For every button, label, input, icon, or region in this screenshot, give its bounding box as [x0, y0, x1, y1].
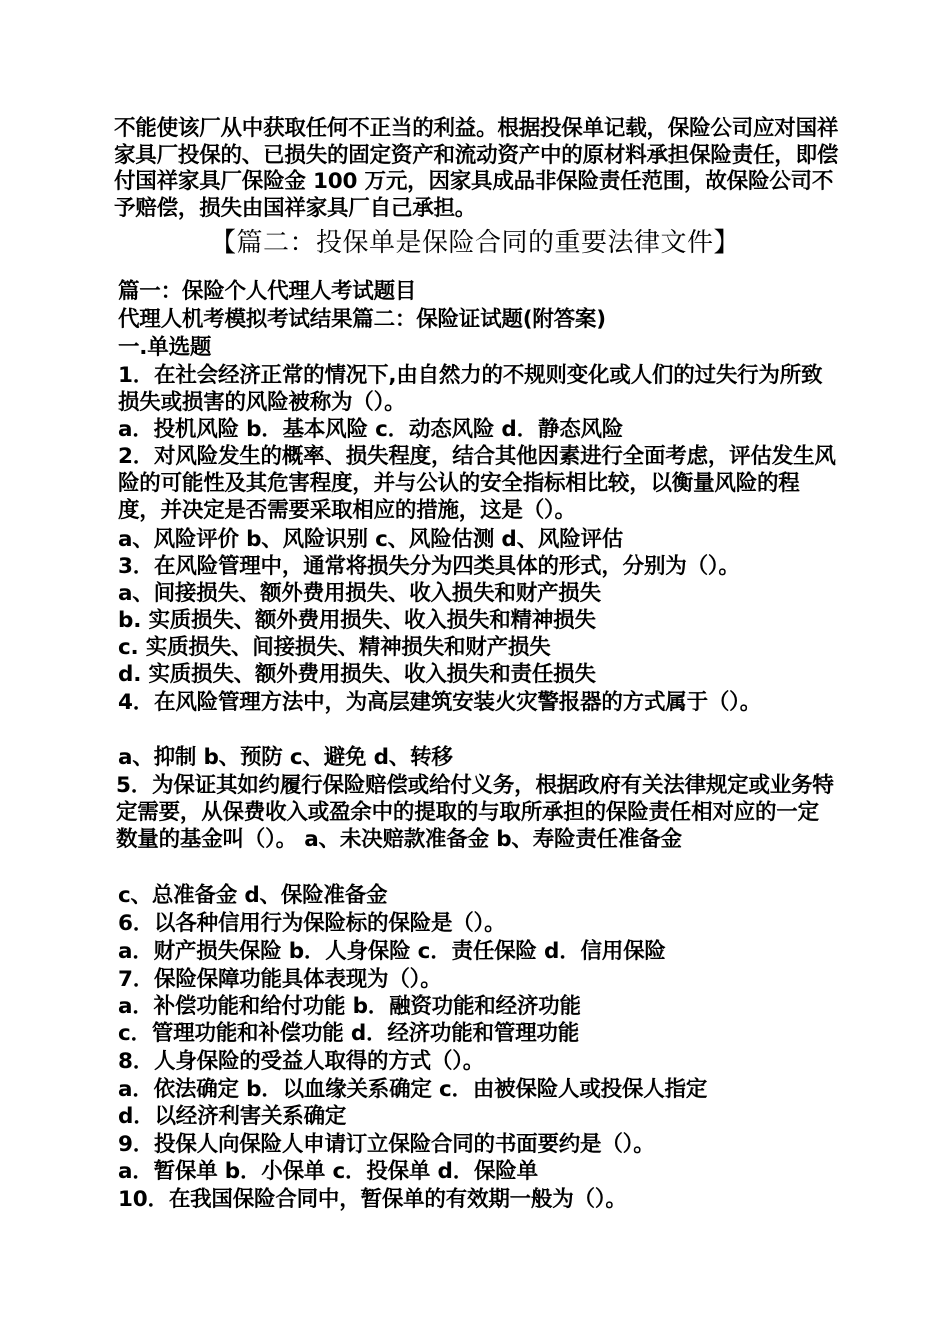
heading-part-one: 篇一：保险个人代理人考试题目	[118, 279, 417, 304]
question-6-options: a．财产损失保险 b．人身保险 c．责任保险 d．信用保险	[118, 939, 666, 964]
question-2-options: a、风险评价 b、风险识别 c、风险估测 d、风险评估	[118, 527, 624, 552]
question-8-options-line1: a．依法确定 b．以血缘关系确定 c．由被保险人或投保人指定	[118, 1077, 708, 1102]
question-5-options: c、总准备金 d、保险准备金	[118, 883, 388, 908]
question-9: 9．投保人向保险人申请订立保险合同的书面要约是（）。	[118, 1132, 655, 1157]
section-title: 【篇二：投保单是保险合同的重要法律文件】	[209, 228, 740, 258]
heading-single-choice: 一.单选题	[118, 335, 212, 360]
question-7-options-line1: a．补偿功能和给付功能 b．融资功能和经济功能	[118, 994, 581, 1019]
question-8-options-line2: d．以经济利害关系确定	[118, 1104, 347, 1129]
intro-paragraph: 不能使该厂从中获取任何不正当的利益。根据投保单记载，保险公司应对国祥家具厂投保的、已损失的固定资产和流动资产中的原材料承担保险责任，即偿付国祥家具厂保险金 100 万元，因家具成品非保险责任范围，故保险公司不予赔偿，损失由国祥家具厂自己承担。	[114, 116, 839, 221]
question-7: 7．保险保障功能具体表现为（）。	[118, 967, 442, 992]
question-3-option-c: c. 实质损失、间接损失、精神损失和财产损失	[118, 635, 551, 660]
question-1: 1．在社会经济正常的情况下,由自然力的不规则变化或人们的过失行为所致损失或损害的风险被称为（）。	[118, 363, 823, 415]
question-9-options: a．暂保单 b．小保单 c．投保单 d．保险单	[118, 1159, 538, 1184]
question-3-option-b: b. 实质损失、额外费用损失、收入损失和精神损失	[118, 608, 596, 633]
question-4: 4．在风险管理方法中，为高层建筑安装火灾警报器的方式属于（）。	[118, 690, 762, 715]
heading-part-two: 代理人机考模拟考试结果篇二：保险证试题(附答案)	[118, 307, 606, 332]
question-10: 10．在我国保险合同中，暂保单的有效期一般为（）。	[118, 1187, 627, 1212]
question-1-options: a．投机风险 b．基本风险 c．动态风险 d．静态风险	[118, 417, 624, 442]
question-6: 6．以各种信用行为保险标的保险是（）。	[118, 911, 506, 936]
question-3-option-a: a、间接损失、额外费用损失、收入损失和财产损失	[118, 581, 601, 606]
question-4-options: a、抑制 b、预防 c、避免 d、转移	[118, 745, 453, 770]
question-3: 3．在风险管理中，通常将损失分为四类具体的形式，分别为（）。	[118, 554, 740, 579]
question-2: 2．对风险发生的概率、损失程度，结合其他因素进行全面考虑，评估发生风险的可能性及其危害程度，并与公认的安全指标相比较，以衡量风险的程度，并决定是否需要采取相应的措施，这是（）。	[118, 444, 836, 523]
question-5: 5．为保证其如约履行保险赔偿或给付义务，根据政府有关法律规定或业务特定需要，从保费收入或盈余中的提取的与取所承担的保险责任相对应的一定数量的基金叫（）。 a、未决赔款准备金 b、寿险责任准备金	[116, 773, 834, 852]
question-8: 8．人身保险的受益人取得的方式（）。	[118, 1049, 485, 1074]
question-7-options-line2: c．管理功能和补偿功能 d．经济功能和管理功能	[118, 1021, 580, 1046]
question-3-option-d: d. 实质损失、额外费用损失、收入损失和责任损失	[118, 662, 596, 687]
